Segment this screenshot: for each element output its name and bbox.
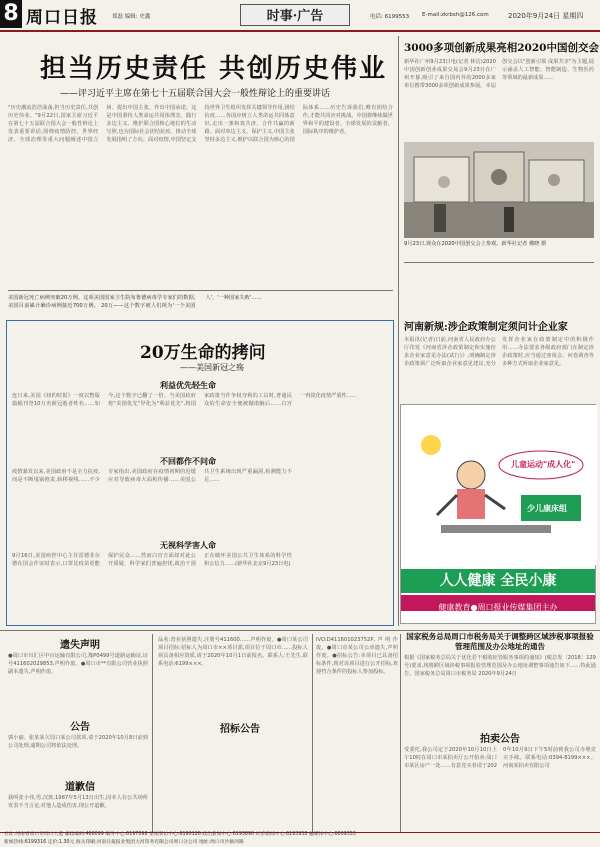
footer-line2: 新闻热线:6199316 定价:1.30元 海关印刷:河南日报报业集团大河印务有限公司周口分公司 地址:周口市沙颍河路	[4, 840, 244, 845]
section-title: 时事·广告	[266, 9, 324, 24]
health-ad-illustration	[401, 405, 597, 565]
section-banner	[240, 4, 350, 26]
henan-title: 河南新规:涉企政策制定须问计企业家	[404, 322, 568, 333]
innovation-title: 3000多项创新成果亮相2020中国创交会	[404, 42, 599, 54]
article-body-2: 疫情暴发以来,美国政府不是全力抗疫,而是不断甩锅推责,转移视线……不少专家指出,美国政府在疫情初期的迟缓应对导致病毒大面积传播……美国公共卫生系统出现严重漏洞,检测能力不足……	[12, 469, 292, 483]
recruit-title: 招标公告	[220, 724, 260, 735]
innovation-photo-svg	[404, 142, 594, 238]
article-body-3: 9月16日,美国疾控中心主任雷德菲尔德在国会作证时表示,口罩比疫苗更能保护民众……然而白宫方面却对此公开质疑。科学家们普遍担忧,政治干预正在破坏美国公共卫生体系的科学性和公信力……(新华社北京9月23日电)	[12, 553, 292, 567]
hotline: 电话: 6199553	[370, 14, 410, 20]
apology-body: 我叫张小伟,男,汉族,1987年5月13日出生,因本人在公共场所发表不当言论,对他人造成伤害,现公开道歉。	[8, 795, 148, 809]
paper-name: 周口日报	[26, 8, 98, 28]
misc-body: IVO:D411601023752P,声明作废。●周口市某公司公章遗失,声明作废。●招标公告:本项目已具备招标条件,现对该项目进行公开招标,欢迎符合条件的投标人参加投标。	[316, 637, 398, 675]
article-body-1: 连日来,美国《纽约时报》一度以整版篇幅刊登10万名新冠逝者姓名……如今,这个数字已翻了一倍。当美国政府将"美国优先"异化为"利益优先",将国家政策当作争权夺利的工具时,普通民众的生命安全便被抛诸脑后……白宫一再淡化疫情严重性……	[12, 393, 358, 407]
health-ad	[400, 404, 596, 624]
tax-notice-box	[404, 632, 596, 726]
lead-bottom-rule	[8, 290, 393, 291]
lead-subtitle: ——评习近平主席在第七十五届联合国大会一般性辩论上的重要讲话	[60, 89, 331, 99]
notices-top-rule	[0, 630, 600, 631]
article-sub2: 不回都作不问命	[160, 456, 216, 466]
editor-info: 郑磊 编辑: 史鑫	[112, 14, 151, 20]
notice-divider-3	[400, 634, 401, 832]
health-banner	[401, 569, 595, 593]
health-banner-text: 人人健康 全民小康	[439, 573, 557, 589]
health-footer	[401, 595, 595, 611]
issue-date	[508, 11, 583, 21]
issue-weekday: 星期四	[562, 12, 584, 20]
apology-title: 道歉信	[65, 782, 95, 793]
tax-title: 国家税务总局周口市税务局关于调整跨区域涉税事项报验管理范围及办公地址的通告	[406, 632, 594, 651]
lead-title: 担当历史责任 共创历史伟业	[40, 54, 388, 84]
lead-body: "历史潮流浩浩荡荡,担当历史责任,共创历史伟业。"9月22日,国家主席习近平在第七十五届联合国大会一般性辩论上发表重要讲话,围绕疫情防控、世界经济、全球治理等重大问题阐述中国立场、提出中国主张、作出中国承诺。这是中国秉持人类命运共同体理念、践行多边主义、维护联合国核心地位的生动写照,也为国际社会团结抗疫、推动全球发展指明了方向。面对疫情,中国坚定支持世界卫生组织发挥关键领导作用,团结抗疫……各国应树立人类命运共同体意识,走出一条和衷共济、合作共赢的新路。面对单边主义、保护主义,中国主张坚持多边主义,维护以联合国为核心的国际体系……历史告诉我们,唯有团结合作,才能共同应对挑战。中国将继续做世界和平的建设者、全球发展的贡献者、国际秩序的维护者。	[8, 105, 393, 143]
innovation-photo	[404, 142, 594, 238]
auction-body: 受委托,我公司定于2020年10月10日上午10时在周口市某拍卖厅公开拍卖:周口市某区房产一处……有意竞买者请于2020年10月9日下午5时前到我公司办理竞买手续。联系电话:0394-8199×××。河南某拍卖有限公司	[404, 747, 596, 769]
innovation-body: 新华社广州9月23日电(记者 林洁)2020中国创新创业成果交易会9月23日在广州开幕,吸引了来自国内外的2000多家单位携带3000多项创新成果参展。本届创交会以"创新引领 成果共享"为主题,展示涵盖人工智能、智能制造、生物医药等领域的最新成果……	[404, 59, 594, 89]
issue-date-text: 2020年9月24日	[508, 12, 561, 20]
page-number: 8	[3, 1, 19, 26]
footer-line1: 社址:河南省周口市周口大道 邮政编码:466099 编务中心:6197098 要闻采访中心:6190126 政治新闻中心:6193890 经济新闻中心:6193958 融媒体中心:6009353	[4, 832, 356, 837]
announce-title: 公告	[70, 722, 90, 733]
notice-divider-2	[312, 634, 313, 832]
announce-body: 郭小丽、张某某欠周口某公司款项,请于2020年10月8日前到公司处理,逾期公司将依法处理。	[8, 735, 148, 749]
tax-body: 根据《国家税务总局关于优化若干税收征管服务事项的通知》(税总发〔2018〕129号)要求,现将跨区域涉税事项报验管理范围及办公地址调整事项通告如下……特此通告。国家税务总局周口市税务局 2020年9月24日	[404, 655, 596, 677]
vertical-divider	[398, 36, 399, 626]
article-subtitle: ——美国新冠之殇	[180, 363, 244, 372]
henan-body: 本报讯(记者)日前,河南省人民政府办公厅印发《河南省涉企政策制定和实施征求企业家意见办法(试行)》,明确制定涉企政策须广泛听取企业家意见建议,充分发挥企业家在政策制定中的积极作用……办法要求各级政府部门在制定涉企政策时,应当通过座谈会、问卷调查等多种方式听取企业家意见。	[404, 337, 594, 367]
health-bubble: 儿童运动"成人化"	[511, 460, 576, 469]
email: E-mail:zkrbsh@126.com	[422, 12, 489, 18]
innovation-rule	[404, 262, 594, 263]
innovation-caption: 9月23日,观众在2020中国创交会上参观。新华社记者 佛晓 摄	[404, 241, 547, 247]
auction-title: 拍卖公告	[480, 734, 520, 745]
page-number-box	[0, 0, 22, 28]
recruit-body: 品名:营业执照遗失,注册号411600……声明作废。●周口某公司项目招标:招标人为周口市××项目部,项目位于周口市……投标人须具备相应资质,请于2020年10月1日前报名。联系人:王先生,联系电话:6199×××。	[158, 637, 308, 667]
health-footer-text: 健康教育●周口报业传媒集团主办	[438, 603, 558, 612]
article-title: 20万生命的拷问	[140, 343, 266, 363]
notice-divider-1	[152, 634, 153, 832]
lost-title: 遗失声明	[60, 640, 100, 651]
article-sub3: 无视科学害人命	[160, 540, 216, 550]
lead-caption: 美国新冠死亡病例突破20万例。这项美国国家卫生院布鲁德病毒学专家们的数据,美国目前累计确诊病例接近700万例。 20万——这个数字被人们视为'一个美国人'、'一种国家失败'……	[8, 295, 262, 309]
lost-body: ●周口市川汇区中百运输有限公司,豫P0499号道路运输证,证号411602029853,声明作废。●周口市**有限公司营业执照副本遗失,声明作废。	[8, 653, 148, 675]
health-child-label: 少儿康床组	[527, 504, 567, 513]
article-sub1: 利益优先轻生命	[160, 380, 216, 390]
header-rule	[0, 30, 600, 32]
